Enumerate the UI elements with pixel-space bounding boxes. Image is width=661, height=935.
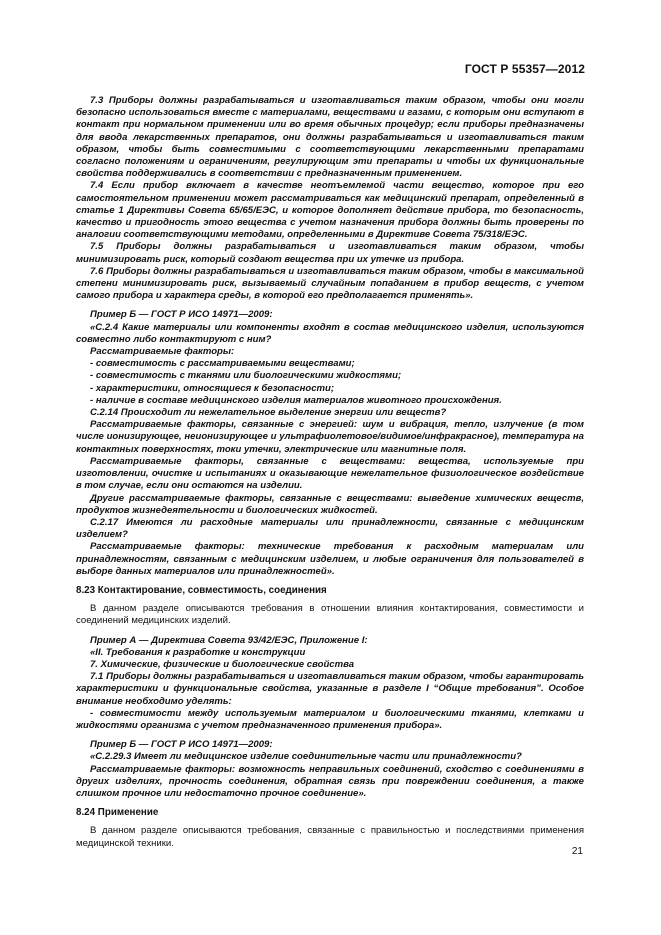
example-b-title: Пример Б — ГОСТ Р ИСО 14971—2009: bbox=[90, 309, 273, 321]
factor-item: - наличие в составе медицинского изделия материалов животного происхождения. bbox=[90, 394, 502, 406]
section-heading-8-24: 8.24 Применение bbox=[76, 807, 159, 819]
substance-factors: Рассматриваемые факторы, связанные с веществами: вещества, используемые при изготовлении, очистке и испытаниях и оказывающие нежелательное физиологическое воздействие в том случае, если они остаются на изделии. bbox=[76, 455, 584, 492]
document-header: ГОСТ Р 55357—2012 bbox=[464, 62, 585, 76]
factor-item: - совместимость с рассматриваемыми веществами; bbox=[90, 358, 355, 370]
page-number: 21 bbox=[571, 846, 583, 857]
c-2-4-question: «С.2.4 Какие материалы или компоненты входят в состав медицинского изделия, используются совместно либо контактируют с ним? bbox=[76, 321, 584, 345]
energy-factors: Рассматриваемые факторы, связанные с энергией: шум и вибрация, тепло, излучение (в том числе ионизирующее, неионизирующее и ультрафиолетовое/видимое/инфракрасное), температура на контактных поверхностях, токи утечки, электрические или магнитные поля. bbox=[76, 419, 584, 455]
factors-label: Рассматриваемые факторы: bbox=[90, 346, 235, 358]
c-2-17-question: С.2.17 Имеются ли расходные материалы или принадлежности, связанные с медицинским изделием? bbox=[76, 516, 584, 541]
compatibility-item: - совместимости между используемым материалом и биологическими тканями, клетками и жидкостями организма с учетом предназначенного применения прибора». bbox=[76, 707, 584, 731]
section-heading-8-23: 8.23 Контактирование, совместимость, соединения bbox=[76, 584, 327, 596]
paragraph-7-3: 7.3 Приборы должны разрабатываться и изготавливаться таким образом, чтобы они могли безопасно использоваться вместе с материалами, веществами и газами, с которым они вступают в контакт при нормальном применении или во время обычных процедур; если приборы предназначены для ввода лекарственных препаратов, они должны разрабатываться и изготавливаться таким образом, чтобы быть совместимыми с соответствующими лекарственными препаратами согласно положениям и ограничениям, регулирующим эти препараты и чтобы их функциональные свойства поддерживались в соответствии с предназначенным применением. bbox=[76, 95, 584, 180]
factor-item: - совместимость с тканями или биологическими жидкостями; bbox=[90, 370, 402, 382]
connection-factors: Рассматриваемые факторы: возможность неправильных соединений, сходство с соединениями в других изделиях, прочность соединения, обратная связь при повреждении соединения, а также слишком прочное или недостаточно прочное соединение». bbox=[76, 763, 584, 799]
factor-item: - характеристики, относящиеся к безопасности; bbox=[90, 382, 335, 394]
c-2-14-question: С.2.14 Происходит ли нежелательное выделение энергии или веществ? bbox=[90, 407, 447, 419]
paragraph-7-6: 7.6 Приборы должны разрабатываться и изготавливаться таким образом, чтобы в максимальной степени минимизировать риск, вызываемый случайным попаданием в прибор веществ, с учетом самого прибора и характера среды, в которой его предполагается применять». bbox=[76, 265, 584, 302]
section-8-24-intro: В данном разделе описываются требования, связанные с правильностью и последствиями применения медицинской техники. bbox=[76, 825, 584, 849]
other-factors: Другие рассматриваемые факторы, связанные с веществами: выведение химических веществ, продуктов жизнедеятельности и биологических жидкостей. bbox=[76, 492, 584, 516]
section-8-23-intro: В данном разделе описываются требования в отношении влияния контактирования, совместимости и соединений медицинских изделий. bbox=[76, 603, 584, 627]
c-2-29-3-question: «С.2.29.3 Имеет ли медицинское изделие соединительные части или принадлежности? bbox=[90, 751, 522, 763]
requirements-title: «II. Требования к разработке и конструкции bbox=[90, 646, 306, 658]
paragraph-7-1: 7.1 Приборы должны разрабатываться и изготавливаться таким образом, чтобы гарантировать характеристики и функциональные свойства, указанные в разделе I “Общие требования”. Особое внимание необходимо уделять: bbox=[76, 671, 584, 707]
page-body bbox=[76, 95, 584, 850]
example-a-title: Пример А — Директива Совета 93/42/ЕЭС, Приложение I: bbox=[90, 634, 368, 646]
paragraph-7-4: 7.4 Если прибор включает в качестве неотъемлемой части вещество, которое при его самостоятельном применении может рассматриваться как медицинский препарат, определенный в статье 1 Директивы Совета 65/65/ЕЭС, и которое дополняет действие прибора, то безопасность, качество и пригодность этого вещества с учетом назначения прибора должны быть проверены по аналогии соответствующими методами, определенными в Директиве Совета 75/318/ЕЭС. bbox=[76, 180, 584, 241]
paragraph-7-5: 7.5 Приборы должны разрабатываться и изготавливаться таким образом, чтобы минимизировать риск, который создают вещества при их утечке из прибора. bbox=[76, 241, 584, 265]
example-b-title-2: Пример Б — ГОСТ Р ИСО 14971—2009: bbox=[90, 739, 273, 751]
properties-title: 7. Химические, физические и биологические свойства bbox=[90, 658, 355, 670]
consumables-factors: Рассматриваемые факторы: технические требования к расходным материалам или принадлежностям, связанным с медицинским изделием, и любые ограничения для пользователей в выборе данных материалов или принадлежностей». bbox=[76, 541, 584, 577]
